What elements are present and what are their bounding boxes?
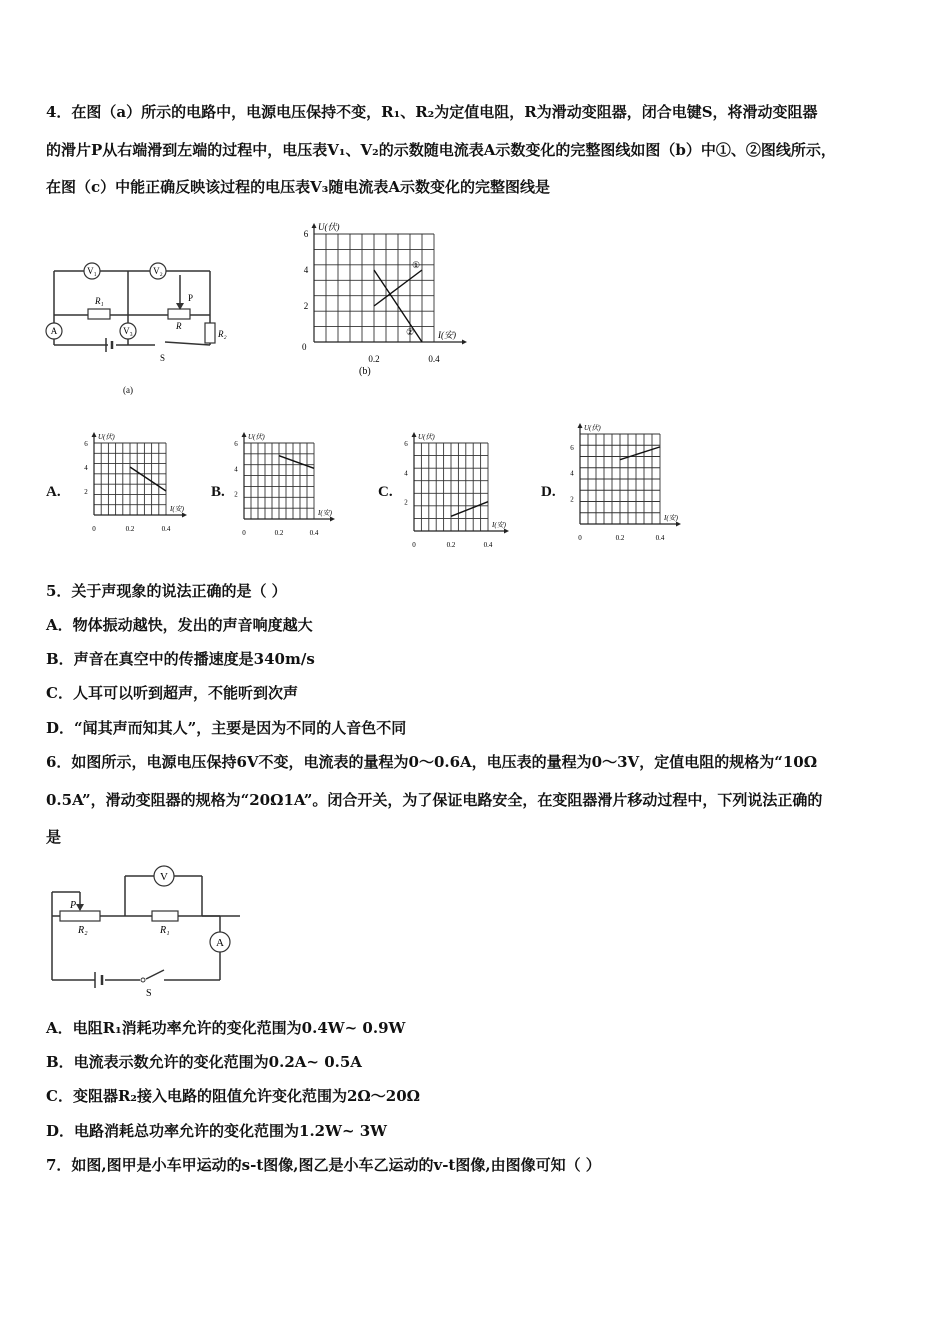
x-tick-label: 0 [578,534,582,542]
circuit-q6-a-label: A [216,937,224,949]
q6-line-2: 0.5A”，滑动变阻器的规格为“20Ω1A”。闭合开关，为了保证电路安全，在变阻器滑片移动过程中，下列说法正确的 [46,791,823,809]
q4-option-a-graph[interactable] [72,427,212,547]
circuit-diagram-q6 [40,858,240,1003]
y-tick-label: 2 [84,488,88,496]
y-tick-label: 4 [303,265,309,275]
circuit-diagram-a [40,245,250,400]
x-axis-arrow [182,513,187,518]
series-line-1 [620,447,660,460]
y-tick-label: 2 [570,495,574,504]
circuit-q6-r2-label: R₂ [78,925,88,936]
q4-option-a-letter[interactable]: A. [46,484,61,500]
q6-option-d[interactable]: D．电路消耗总功率允许的变化范围为1.2W~ 3W [46,1122,388,1140]
series-line-1 [130,467,166,491]
series-line-1 [279,456,314,469]
q6-option-b[interactable]: B．电流表示数允许的变化范围为0.2A~ 0.5A [46,1053,362,1071]
y-tick-label: 4 [404,469,408,478]
x-axis-arrow [504,529,509,534]
q5-option-d[interactable]: D．“闻其声而知其人”，主要是因为不同的人音色不同 [46,719,407,737]
circuit-a-p-label: P [188,293,194,303]
x-axis-arrow [462,340,467,345]
y-tick-label: 4 [84,464,88,472]
circuit-q6-r1-label: R₁ [160,925,170,936]
x-tick-label: 0.4 [309,529,319,537]
y-tick-label: 2 [404,498,408,507]
y-axis-arrow [412,432,417,437]
circuit-a-r2-label: R₂ [218,329,227,339]
x-axis-label: I(安) [438,330,456,340]
q4-option-b-letter[interactable]: B. [211,484,225,500]
q4-line-1: 4．在图（a）所示的电路中，电源电压保持不变，R₁、R₂为定值电阻，R为滑动变阻器，闭合电键S，将滑动变阻器 [46,103,818,121]
circuit-a-r1-label: R₁ [95,296,104,306]
q4-line-2: 的滑片P从右端滑到左端的过程中，电压表V₁、V₂的示数随电流表A示数变化的完整图线如图（b）中①、②图线所示， [46,141,836,159]
circuit-a-v3-label: V₃ [123,326,133,336]
q6-option-c[interactable]: C．变阻器R₂接入电路的阻值允许变化范围为2Ω～20Ω [46,1087,420,1105]
x-tick-label: 0.4 [655,534,665,542]
q6-line-3: 是 [46,828,62,846]
x-axis-label: I(安) [664,514,678,522]
x-tick-label: 0.4 [483,541,493,547]
circuit-a-caption: (a) [123,385,133,395]
graph-b [290,220,490,400]
q5-option-a[interactable]: A．物体振动越快，发出的声音响度越大 [46,616,313,634]
q6-option-a[interactable]: A．电阻R₁消耗功率允许的变化范围为0.4W~ 0.9W [46,1019,406,1037]
x-tick-label: 0.2 [274,529,284,537]
x-tick-label: 0 [242,529,246,537]
series-mark-1: ① [412,260,421,270]
y-tick-label: 6 [404,440,408,448]
x-axis-label: I(安) [318,509,332,517]
q4-option-b-graph[interactable] [222,427,362,547]
q7-stem: 7．如图,图甲是小车甲运动的s-t图像,图乙是小车乙运动的v-t图像,由图像可知（ ） [46,1156,601,1174]
y-axis-arrow [312,223,317,228]
x-tick-label: 0.2 [446,541,456,547]
circuit-a-r-label: R [176,321,182,331]
q5-option-c[interactable]: C．人耳可以听到超声，不能听到次声 [46,684,298,702]
circuit-a-ammeter-label: A [50,326,58,336]
y-axis-arrow [578,423,583,428]
x-tick-label: 0.2 [125,525,135,533]
y-tick-label: 2 [234,490,238,499]
x-tick-label: 0.2 [615,534,625,542]
q4-line-3: 在图（c）中能正确反映该过程的电压表V₃随电流表A示数变化的完整图线是 [46,178,550,196]
x-axis-label: I(安) [170,505,184,513]
y-tick-label: 6 [84,440,88,448]
series-mark-2: ② [406,326,415,337]
q5-option-b[interactable]: B．声音在真空中的传播速度是340m/s [46,650,315,668]
x-axis-arrow [330,517,335,522]
x-tick-label: 0 [92,525,96,533]
circuit-a-s-label: S [160,353,166,363]
y-axis-label: U(伏) [584,424,601,432]
q4-option-c-letter[interactable]: C. [378,484,393,500]
q4-option-d-graph[interactable] [558,416,708,546]
y-axis-arrow [92,432,97,437]
y-axis-arrow [242,432,247,437]
circuit-q6-v-label: V [160,871,168,883]
circuit-q6-p-label: P [70,900,77,911]
origin-label: 0 [302,342,307,352]
x-axis-label: I(安) [492,521,506,529]
x-axis-arrow [676,522,681,527]
circuit-q6-s-label: S [146,988,152,999]
y-tick-label: 4 [234,465,238,474]
y-axis-label: U(伏) [418,433,435,441]
circuit-a-v1-label: V₁ [87,266,97,276]
q6-line-1: 6．如图所示，电源电压保持6V不变，电流表的量程为0～0.6A，电压表的量程为0～3V，定值电阻的规格为“10Ω [46,753,818,771]
y-tick-label: 2 [303,301,309,311]
circuit-a-v2-label: V₂ [153,266,163,276]
y-tick-label: 6 [234,440,238,448]
y-tick-label: 6 [303,229,309,239]
q5-stem: 5．关于声现象的说法正确的是（ ） [46,582,287,600]
y-axis-label: U(伏) [98,433,115,441]
x-tick-label: 0.4 [161,525,171,533]
y-tick-label: 6 [570,443,574,452]
q4-option-c-graph[interactable] [392,427,532,547]
x-tick-label: 0.2 [368,354,380,364]
y-tick-label: 4 [570,469,574,478]
y-axis-label: U(伏) [318,222,340,232]
y-axis-label: U(伏) [248,433,265,441]
series-line-1 [451,502,488,517]
x-tick-label: 0.4 [428,354,440,364]
x-tick-label: 0 [412,541,416,547]
graph-b-caption: (b) [359,366,371,377]
q4-option-d-letter[interactable]: D. [541,484,556,500]
